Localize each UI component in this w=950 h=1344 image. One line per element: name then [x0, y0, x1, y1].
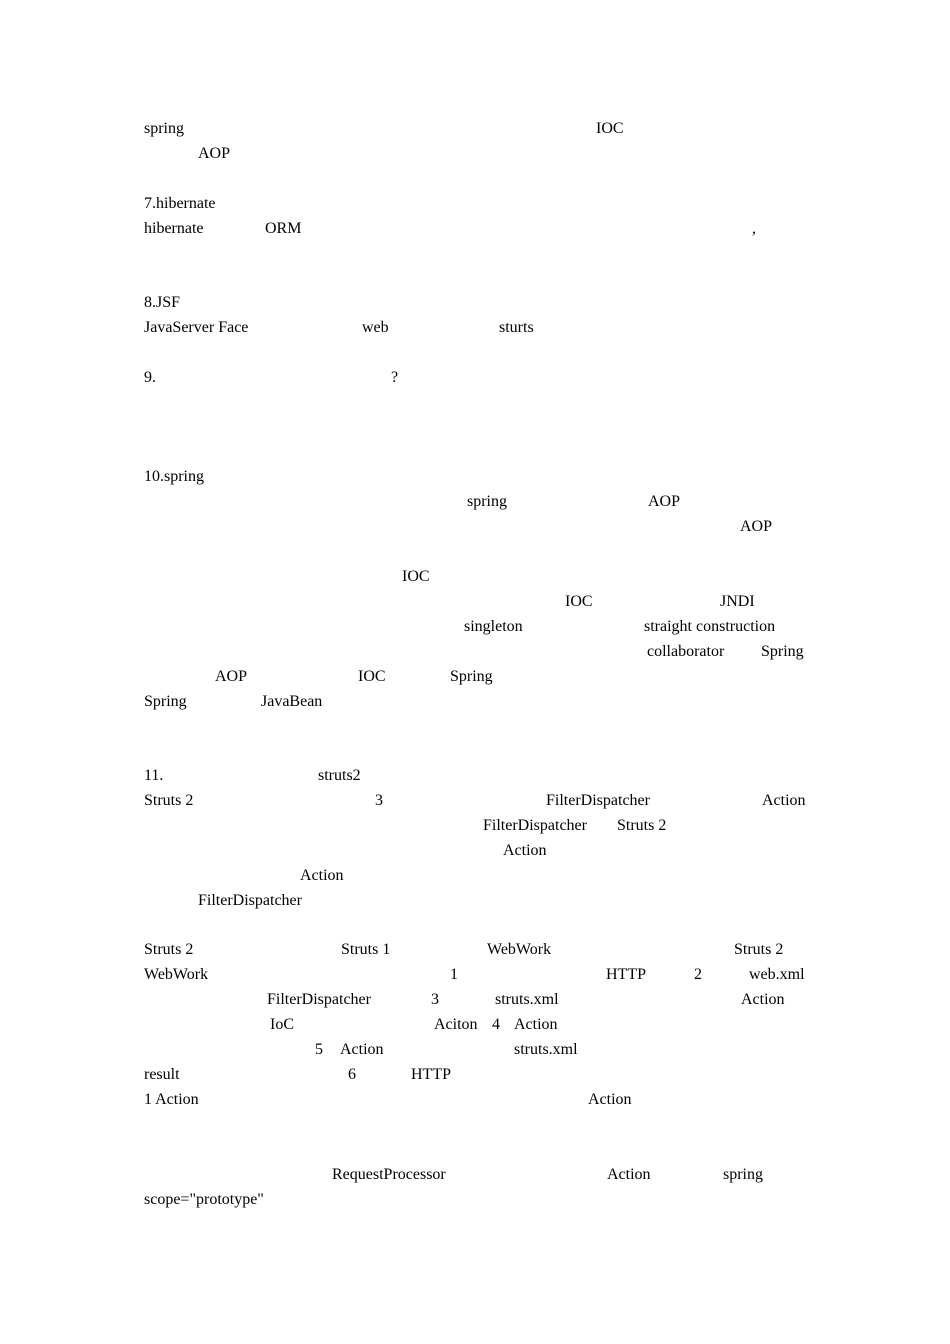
text-fragment: FilterDispatcher [267, 991, 371, 1008]
text-fragment: struts.xml [495, 991, 559, 1008]
text-fragment: straight construction [644, 618, 776, 635]
text-fragment: spring [144, 120, 184, 137]
section-heading: 7.hibernate [144, 195, 216, 212]
text-fragment: collaborator [647, 643, 725, 660]
text-fragment: WebWork [144, 966, 209, 983]
text-fragment: struts.xml [514, 1041, 578, 1058]
text-fragment: HTTP [411, 1066, 451, 1083]
text-fragment: scope="prototype" [144, 1191, 264, 1208]
text-fragment: Action [588, 1091, 632, 1108]
text-fragment: Aciton [434, 1016, 478, 1033]
text-fragment: Action [762, 792, 806, 809]
text-fragment: IOC [358, 668, 386, 685]
text-fragment: FilterDispatcher [546, 792, 650, 809]
text-fragment: web.xml [749, 966, 805, 983]
text-fragment: result [144, 1066, 180, 1083]
text-fragment: 5 [315, 1041, 323, 1058]
text-fragment: FilterDispatcher [198, 892, 302, 909]
text-fragment: Spring [761, 643, 804, 660]
text-fragment: Struts 2 [144, 792, 194, 809]
text-fragment: spring [723, 1166, 763, 1183]
text-fragment: 1 [450, 966, 458, 983]
text-fragment: struts2 [318, 767, 361, 784]
text-fragment: 3 [375, 792, 383, 809]
text-fragment: spring [467, 493, 507, 510]
text-fragment: Spring [450, 668, 493, 685]
text-fragment: IoC [270, 1016, 294, 1033]
section-heading: 8.JSF [144, 294, 181, 311]
text-fragment: Struts 2 [617, 817, 667, 834]
text-fragment: JavaBean [261, 693, 323, 710]
text-fragment: JavaServer Face [144, 319, 249, 336]
text-fragment: RequestProcessor [332, 1166, 446, 1183]
text-fragment: Action [514, 1016, 558, 1033]
text-fragment: 6 [348, 1066, 356, 1083]
text-fragment: Action [607, 1166, 651, 1183]
text-fragment: web [362, 319, 389, 336]
text-fragment: hibernate [144, 220, 204, 237]
text-fragment: Action [340, 1041, 384, 1058]
text-fragment: IOC [565, 593, 593, 610]
text-fragment: HTTP [606, 966, 646, 983]
text-fragment: AOP [198, 145, 231, 162]
text-fragment: 2 [694, 966, 702, 983]
section-heading: 10.spring [144, 468, 204, 485]
text-fragment: ORM [265, 220, 302, 237]
text-fragment: Spring [144, 693, 187, 710]
text-fragment: Action [741, 991, 785, 1008]
section-heading: 9. [144, 369, 156, 386]
text-fragment: Action [300, 867, 344, 884]
text-fragment: , [752, 220, 756, 237]
text-fragment: sturts [499, 319, 534, 336]
text-fragment: 3 [431, 991, 439, 1008]
text-fragment: Struts 2 [734, 941, 784, 958]
text-fragment: AOP [740, 518, 773, 535]
text-fragment: WebWork [487, 941, 552, 958]
text-fragment: singleton [464, 618, 523, 635]
text-fragment: Struts 1 [341, 941, 391, 958]
text-fragment: 1 Action [144, 1091, 199, 1108]
text-fragment: AOP [215, 668, 248, 685]
text-fragment: JNDI [720, 593, 755, 610]
text-fragment: IOC [596, 120, 624, 137]
text-fragment: 4 [492, 1016, 500, 1033]
text-fragment: IOC [402, 568, 430, 585]
text-fragment: Action [503, 842, 547, 859]
text-fragment: FilterDispatcher [483, 817, 587, 834]
text-fragment: Struts 2 [144, 941, 194, 958]
text-fragment: ? [391, 369, 399, 386]
text-fragment: AOP [648, 493, 681, 510]
section-heading: 11. [144, 767, 164, 784]
